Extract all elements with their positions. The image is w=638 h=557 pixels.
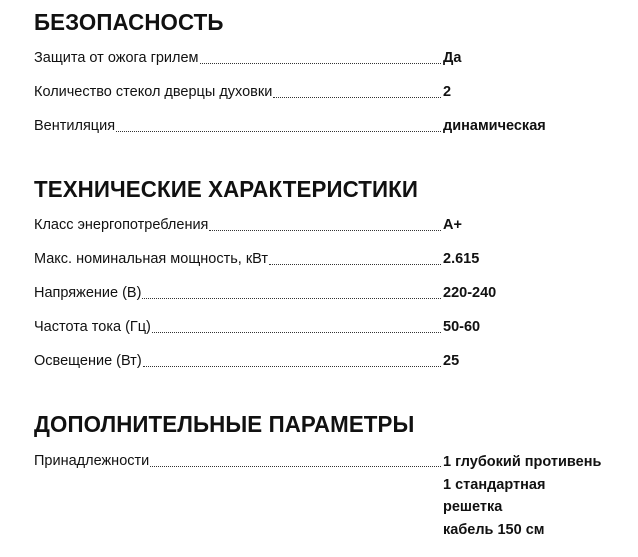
spec-value-line: 1 стандартная <box>443 476 546 493</box>
spec-row-frequency <box>34 317 624 337</box>
spec-label: Защита от ожога грилем <box>34 50 199 66</box>
spec-row-max-power <box>34 249 624 269</box>
spec-value-line: 1 глубокий противень <box>443 454 602 470</box>
spec-label: Макс. номинальная мощность, кВт <box>34 251 269 267</box>
spec-label: Частота тока (Гц) <box>34 319 151 335</box>
dotted-leader <box>150 466 441 467</box>
dotted-leader <box>209 230 441 231</box>
spec-row-ventilation <box>34 116 624 136</box>
dotted-leader <box>142 298 441 299</box>
section-title-safety: БЕЗОПАСНОСТЬ <box>34 9 224 35</box>
spec-label: Принадлежности <box>34 453 150 469</box>
spec-value: A+ <box>443 217 462 233</box>
section-title-additional: ДОПОЛНИТЕЛЬНЫЕ ПАРАМЕТРЫ <box>34 411 415 437</box>
spec-value: Да <box>443 50 462 66</box>
spec-value: динамическая <box>443 118 546 134</box>
spec-value-line: кабель 150 см <box>443 521 545 538</box>
spec-value-list <box>443 451 628 541</box>
spec-row-door-glass-count <box>34 82 624 102</box>
dotted-leader <box>152 332 441 333</box>
dotted-leader <box>269 264 441 265</box>
spec-label: Количество стекол дверцы духовки <box>34 84 273 100</box>
section-title-technical: ТЕХНИЧЕСКИЕ ХАРАКТЕРИСТИКИ <box>34 176 418 202</box>
dotted-leader <box>200 63 441 64</box>
dotted-leader <box>273 97 441 98</box>
spec-row-accessories <box>34 451 624 538</box>
spec-row-energy-class <box>34 215 624 235</box>
spec-row-voltage <box>34 283 624 303</box>
spec-label: Класс энергопотребления <box>34 217 209 233</box>
spec-value: 50-60 <box>443 319 481 335</box>
spec-value: 2 <box>443 84 452 100</box>
spec-label: Освещение (Вт) <box>34 353 142 369</box>
spec-value: 2.615 <box>443 251 480 267</box>
spec-value: 220-240 <box>443 285 497 301</box>
spec-label: Напряжение (В) <box>34 285 142 301</box>
spec-value: 25 <box>443 353 460 369</box>
spec-row-lighting <box>34 351 624 371</box>
spec-value-line: решетка <box>443 499 503 515</box>
dotted-leader <box>143 366 441 367</box>
spec-label: Вентиляция <box>34 118 116 134</box>
dotted-leader <box>116 131 441 132</box>
spec-row-grill-burn-protection <box>34 48 624 68</box>
